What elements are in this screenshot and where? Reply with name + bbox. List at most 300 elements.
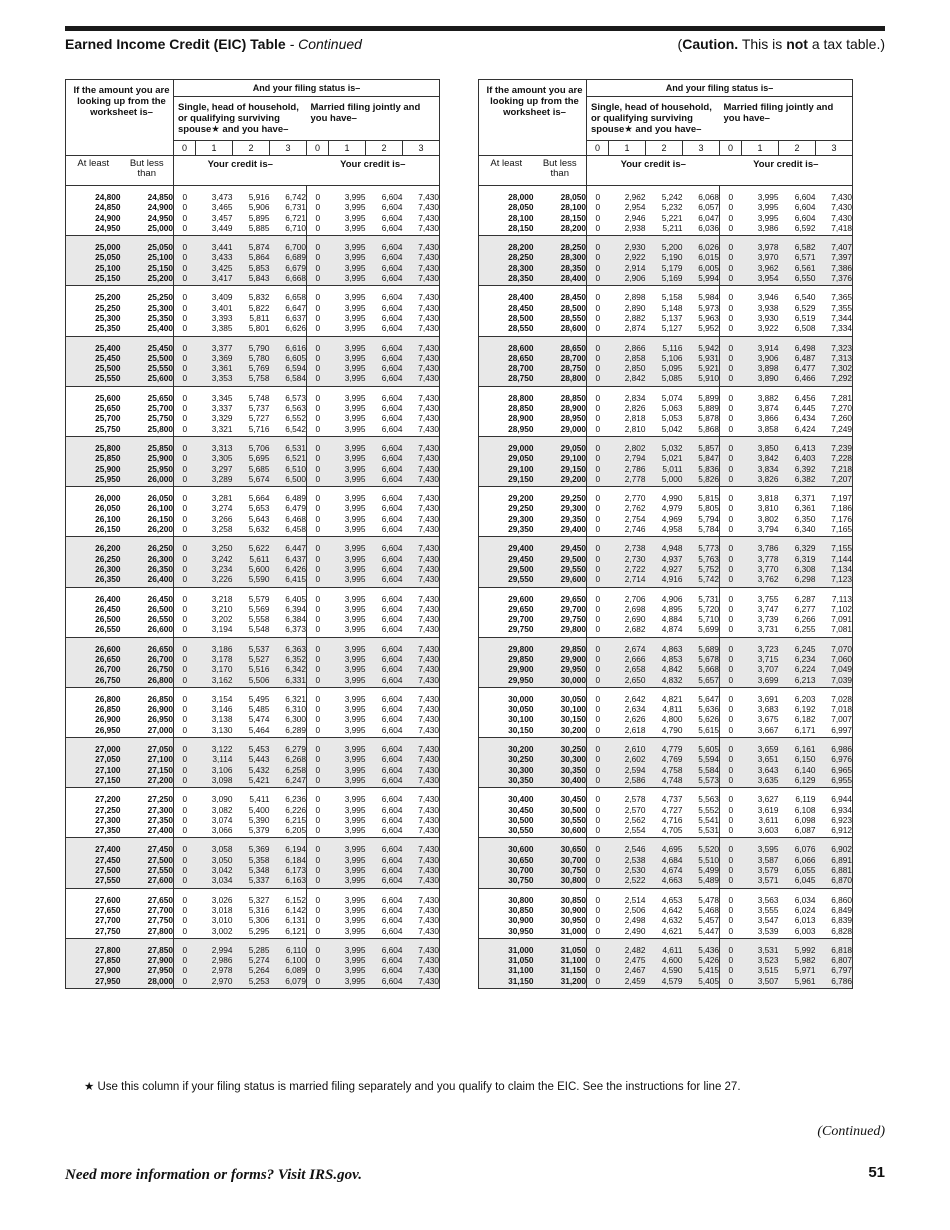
credit-cell: 3,995 (329, 273, 366, 286)
at-least-cell: 30,850 (508, 904, 534, 915)
credit-cell: 0 (307, 353, 329, 363)
table-row (479, 503, 853, 513)
credit-cell: 6,350 (794, 513, 816, 524)
credit-cell: 0 (174, 564, 196, 574)
credit-cell: 6,604 (366, 236, 403, 253)
credit-cell: 6,163 (270, 875, 307, 888)
but-less-than-cell: 26,200 (121, 524, 174, 537)
credit-cell: 5,805 (683, 503, 720, 513)
table-row (479, 825, 853, 838)
at-least-cell: 30,150 (479, 725, 534, 738)
at-least-cell: 28,000 (508, 192, 534, 202)
but-less-than-cell: 29,300 (534, 503, 587, 513)
credit-cell: 5,537 (233, 637, 270, 654)
credit-cell: 6,540 (794, 292, 816, 303)
credit-cell: 3,995 (329, 838, 366, 855)
credit-cell: 3,995 (344, 614, 366, 625)
credit-cell: 5,984 (683, 286, 720, 303)
but-less-than-cell: 28,750 (534, 363, 587, 373)
credit-cell: 0 (307, 424, 329, 437)
credit-cell: 6,582 (779, 236, 816, 253)
credit-cell: 5,579 (248, 593, 270, 604)
credit-cell: 3,258 (196, 524, 233, 537)
at-least-cell: 25,300 (95, 312, 121, 323)
married-status-header: Married filing jointly and you have– (310, 102, 421, 124)
table-row (66, 687, 440, 704)
table-row (479, 888, 853, 905)
credit-cell: 2,482 (609, 938, 646, 955)
credit-cell: 6,700 (270, 236, 307, 253)
credit-cell: 0 (174, 554, 196, 564)
credit-cell: 0 (307, 273, 329, 286)
credit-cell: 5,992 (779, 938, 816, 955)
credit-cell: 5,421 (233, 775, 270, 788)
credit-cell: 3,995 (329, 775, 366, 788)
credit-cell: 7,186 (831, 503, 852, 514)
credit-cell: 0 (587, 675, 609, 688)
credit-cell: 0 (728, 312, 734, 323)
credit-cell: 0 (587, 938, 609, 955)
credit-cell: 3,995 (329, 353, 366, 363)
but-less-than-cell: 29,600 (534, 574, 587, 587)
credit-cell: 5,221 (661, 212, 683, 223)
credit-cell: 3,393 (211, 312, 233, 323)
credit-cell: 6,604 (366, 965, 403, 975)
credit-cell: 0 (182, 693, 188, 704)
table-row (479, 738, 853, 755)
credit-cell: 4,600 (646, 955, 683, 965)
at-least-cell: 24,900 (95, 212, 121, 223)
credit-cell: 5,432 (233, 765, 270, 775)
at-least-cell: 26,900 (95, 714, 121, 725)
credit-cell: 0 (587, 875, 609, 888)
credit-cell: 3,010 (211, 915, 233, 926)
credit-cell: 5,032 (646, 436, 683, 453)
credit-cell: 0 (720, 424, 742, 437)
credit-cell: 2,794 (609, 453, 646, 463)
credit-cell: 5,885 (233, 223, 270, 236)
but-less-than-cell: 25,650 (121, 386, 174, 403)
at-least-cell: 25,200 (95, 292, 121, 303)
at-least-cell: 27,550 (66, 875, 121, 888)
but-less-than-cell: 26,750 (121, 664, 174, 674)
credit-cell: 3,274 (211, 503, 233, 514)
at-least-cell: 27,400 (66, 838, 121, 855)
credit-cell: 0 (720, 955, 742, 965)
credit-cell: 5,961 (779, 976, 816, 989)
your-credit-married: Your credit is– (307, 156, 440, 186)
credit-cell: 7,430 (403, 574, 440, 587)
credit-cell: 7,430 (403, 725, 440, 738)
credit-cell: 5,847 (683, 453, 720, 463)
credit-cell: 3,289 (196, 474, 233, 487)
credit-cell: 0 (174, 654, 196, 664)
credit-cell: 3,995 (329, 675, 366, 688)
credit-cell: 3,995 (329, 938, 366, 955)
but-less-than-cell: 31,000 (534, 926, 587, 939)
credit-cell: 2,562 (624, 814, 646, 825)
credit-cell: 5,405 (683, 976, 720, 989)
but-less-than-cell: 25,800 (121, 424, 174, 437)
but-less-than-cell: 30,850 (534, 888, 587, 905)
credit-cell: 3,595 (742, 838, 779, 855)
children-count-0: 0 (174, 141, 196, 156)
at-least-cell: 24,950 (66, 223, 121, 236)
row-group (66, 888, 440, 938)
row-group (479, 186, 853, 236)
credit-cell: 7,123 (816, 574, 853, 587)
credit-cell: 6,604 (366, 252, 403, 262)
credit-cell: 2,834 (624, 392, 646, 403)
credit-cell: 6,255 (779, 624, 816, 637)
table-row (66, 825, 440, 838)
credit-cell: 7,430 (418, 904, 439, 915)
credit-cell: 6,912 (816, 825, 853, 838)
credit-cell: 0 (174, 875, 196, 888)
credit-cell: 6,342 (270, 664, 307, 674)
credit-cell: 7,430 (831, 202, 852, 213)
credit-cell: 7,430 (418, 302, 439, 313)
at-least-cell: 26,150 (66, 524, 121, 537)
credit-cell: 0 (587, 725, 609, 738)
at-least-cell: 30,500 (508, 814, 534, 825)
at-least-cell: 29,000 (479, 436, 534, 453)
credit-cell: 7,102 (831, 603, 852, 614)
credit-cell: 6,289 (270, 725, 307, 738)
row-group (66, 336, 440, 386)
credit-cell: 0 (307, 323, 329, 336)
credit-cell: 6,003 (779, 926, 816, 939)
but-less-than-cell: 28,950 (534, 413, 587, 423)
credit-cell: 3,874 (757, 403, 779, 414)
credit-cell: 6,447 (270, 537, 307, 554)
credit-cell: 3,995 (344, 804, 366, 815)
credit-cell: 3,995 (329, 323, 366, 336)
table-row (66, 614, 440, 624)
credit-cell: 5,868 (683, 424, 720, 437)
row-group (479, 487, 853, 537)
credit-cell: 0 (587, 965, 609, 975)
credit-cell: 3,995 (344, 894, 366, 905)
credit-cell: 0 (315, 904, 321, 915)
at-least-header: At least (66, 156, 121, 186)
credit-cell: 6,215 (270, 815, 307, 825)
credit-cell: 0 (182, 894, 188, 905)
at-least-cell: 25,700 (95, 413, 121, 424)
table-row (66, 888, 440, 905)
credit-cell: 5,590 (233, 574, 270, 587)
credit-cell: 0 (182, 503, 188, 514)
credit-cell: 3,995 (329, 363, 366, 373)
credit-cell: 6,955 (816, 775, 853, 788)
at-least-cell: 28,300 (479, 263, 534, 273)
credit-cell: 0 (720, 554, 742, 564)
credit-cell: 3,995 (329, 875, 366, 888)
credit-cell: 6,626 (270, 323, 307, 336)
credit-cell: 5,906 (248, 202, 270, 213)
credit-cell: 6,192 (794, 704, 816, 715)
credit-cell: 3,409 (211, 292, 233, 303)
credit-cell: 6,437 (270, 554, 307, 564)
table-row (479, 286, 853, 303)
credit-cell: 0 (174, 323, 196, 336)
credit-cell: 2,554 (609, 825, 646, 838)
credit-cell: 6,604 (366, 738, 403, 755)
credit-cell: 0 (182, 513, 188, 524)
credit-cell: 6,604 (366, 537, 403, 554)
credit-cell: 6,258 (270, 765, 307, 775)
credit-cell: 2,546 (609, 838, 646, 855)
row-group (479, 386, 853, 436)
credit-cell: 5,815 (683, 487, 720, 504)
credit-cell: 6,604 (381, 302, 403, 313)
at-least-cell: 26,700 (66, 664, 121, 674)
credit-cell: 0 (307, 675, 329, 688)
credit-cell: 7,430 (418, 603, 439, 614)
credit-cell: 4,842 (646, 664, 683, 674)
credit-cell: 7,407 (816, 236, 853, 253)
but-less-than-cell: 29,100 (534, 453, 587, 463)
credit-cell: 3,995 (329, 263, 366, 273)
credit-cell: 6,036 (683, 223, 720, 236)
credit-cell: 2,754 (624, 513, 646, 524)
credit-cell: 3,074 (211, 814, 233, 825)
at-least-cell: 27,750 (66, 926, 121, 939)
but-less-than-cell: 25,550 (121, 363, 174, 373)
table-row (66, 487, 440, 504)
credit-cell: 6,110 (270, 938, 307, 955)
credit-cell: 2,914 (609, 263, 646, 273)
credit-cell: 0 (182, 413, 188, 424)
credit-cell: 7,430 (403, 436, 440, 453)
credit-cell: 2,770 (624, 493, 646, 504)
at-least-cell: 30,300 (479, 765, 534, 775)
credit-cell: 5,811 (249, 312, 270, 323)
credit-cell: 3,507 (742, 976, 779, 989)
but-less-than-cell: 25,000 (121, 223, 174, 236)
credit-cell: 0 (595, 202, 601, 213)
table-row (479, 252, 853, 262)
credit-cell: 2,786 (609, 464, 646, 474)
credit-cell: 0 (587, 273, 609, 286)
credit-cell: 3,995 (329, 637, 366, 654)
credit-cell: 0 (720, 976, 742, 989)
but-less-than-cell: 27,550 (121, 865, 174, 875)
credit-cell: 6,881 (816, 865, 853, 875)
credit-cell: 0 (315, 392, 321, 403)
credit-cell: 6,552 (270, 413, 307, 423)
credit-cell: 0 (315, 714, 321, 725)
credit-cell: 0 (315, 794, 321, 805)
credit-cell: 0 (587, 865, 609, 875)
credit-cell: 5,499 (683, 865, 720, 875)
credit-cell: 0 (587, 855, 609, 865)
credit-cell: 2,626 (624, 714, 646, 725)
credit-cell: 7,430 (831, 212, 852, 223)
credit-cell: 5,148 (661, 302, 683, 313)
table-row (66, 554, 440, 564)
table-row (66, 938, 440, 955)
at-least-cell: 27,700 (95, 915, 121, 926)
credit-cell: 3,523 (742, 955, 779, 965)
credit-cell: 3,313 (196, 436, 233, 453)
credit-cell: 4,779 (646, 738, 683, 755)
credit-cell: 5,531 (683, 825, 720, 838)
credit-cell: 5,716 (233, 424, 270, 437)
credit-cell: 6,403 (779, 453, 816, 463)
credit-cell: 7,302 (816, 363, 853, 373)
credit-cell: 0 (307, 938, 329, 955)
at-least-cell: 27,600 (95, 894, 121, 905)
credit-cell: 4,674 (646, 865, 683, 875)
credit-cell: 0 (307, 825, 329, 838)
credit-cell: 6,604 (381, 202, 403, 213)
credit-cell: 3,611 (758, 814, 779, 825)
table-row (66, 815, 440, 825)
credit-cell: 0 (587, 263, 609, 273)
credit-cell: 6,604 (381, 493, 403, 504)
table-row (479, 754, 853, 764)
at-least-cell: 27,250 (95, 804, 121, 815)
but-less-than-cell: 30,500 (534, 805, 587, 815)
credit-cell: 5,647 (683, 687, 720, 704)
but-less-than-cell: 28,050 (534, 186, 587, 203)
credit-cell: 5,801 (233, 323, 270, 336)
credit-cell: 0 (595, 804, 601, 815)
credit-cell: 5,415 (683, 965, 720, 975)
credit-cell: 4,621 (646, 926, 683, 939)
credit-cell: 5,053 (661, 413, 683, 424)
at-least-cell: 28,450 (508, 302, 534, 313)
credit-cell: 0 (587, 564, 609, 574)
credit-cell: 3,882 (757, 392, 779, 403)
credit-cell: 5,727 (248, 413, 270, 424)
row-group (66, 738, 440, 788)
credit-cell: 0 (595, 302, 601, 313)
credit-cell: 2,970 (196, 976, 233, 989)
credit-cell: 6,828 (816, 926, 853, 939)
credit-cell: 3,234 (196, 564, 233, 574)
credit-cell: 0 (587, 474, 609, 487)
credit-cell: 6,384 (270, 614, 307, 624)
credit-cell: 6,068 (683, 186, 720, 203)
but-less-than-cell: 29,350 (534, 514, 587, 524)
credit-cell: 3,786 (742, 537, 779, 554)
credit-cell: 6,321 (270, 687, 307, 704)
credit-cell: 0 (307, 252, 329, 262)
credit-cell: 0 (174, 765, 196, 775)
credit-cell: 6,604 (366, 363, 403, 373)
table-row (479, 313, 853, 323)
credit-cell: 7,430 (403, 875, 440, 888)
table-row (66, 654, 440, 664)
but-less-than-cell: 26,400 (121, 574, 174, 587)
table-row (66, 403, 440, 413)
credit-cell: 6,797 (816, 965, 853, 975)
credit-cell: 6,277 (794, 603, 816, 614)
credit-cell: 4,916 (646, 574, 683, 587)
table-row (66, 514, 440, 524)
table-row (479, 202, 853, 212)
credit-cell: 0 (182, 915, 188, 926)
credit-cell: 7,397 (816, 252, 853, 262)
credit-cell: 0 (174, 464, 196, 474)
credit-cell: 7,430 (418, 804, 439, 815)
at-least-cell: 27,800 (66, 938, 121, 955)
credit-cell: 5,379 (233, 825, 270, 838)
but-less-than-cell: 29,050 (534, 436, 587, 453)
credit-cell: 3,995 (344, 814, 366, 825)
credit-cell: 3,042 (196, 865, 233, 875)
credit-cell: 5,769 (233, 363, 270, 373)
table-row (66, 353, 440, 363)
credit-cell: 0 (720, 464, 742, 474)
but-less-than-cell: 30,100 (534, 704, 587, 714)
row-group (479, 436, 853, 486)
credit-cell: 6,689 (270, 252, 307, 262)
at-least-cell: 25,850 (66, 453, 121, 463)
credit-cell: 7,228 (816, 453, 853, 463)
credit-cell: 0 (728, 413, 734, 424)
but-less-than-cell: 27,650 (121, 888, 174, 905)
credit-cell: 4,832 (646, 675, 683, 688)
credit-cell: 6,604 (366, 336, 403, 353)
credit-cell: 6,604 (381, 212, 403, 223)
but-less-than-cell: 28,350 (534, 263, 587, 273)
table-row (479, 336, 853, 353)
credit-cell: 3,691 (757, 693, 779, 704)
credit-cell: 0 (307, 524, 329, 537)
credit-cell: 0 (307, 436, 329, 453)
credit-cell: 7,430 (418, 202, 439, 213)
credit-cell: 7,028 (831, 693, 852, 704)
table-row (479, 926, 853, 939)
credit-cell: 6,604 (366, 775, 403, 788)
credit-cell: 0 (728, 904, 734, 915)
table-row (479, 436, 853, 453)
children-count-0: 0 (720, 141, 742, 156)
credit-cell: 6,424 (779, 424, 816, 437)
credit-cell: 2,890 (624, 302, 646, 313)
table-row (66, 675, 440, 688)
credit-cell: 0 (587, 637, 609, 654)
credit-cell: 5,506 (233, 675, 270, 688)
credit-cell: 6,786 (816, 976, 853, 989)
credit-cell: 7,430 (418, 392, 439, 403)
credit-cell: 5,895 (248, 212, 270, 223)
credit-cell: 6,604 (366, 654, 403, 664)
credit-cell: 4,579 (646, 976, 683, 989)
credit-cell: 0 (307, 855, 329, 865)
credit-cell: 0 (182, 403, 188, 414)
credit-cell: 5,706 (233, 436, 270, 453)
credit-cell: 6,818 (816, 938, 853, 955)
credit-cell: 0 (595, 814, 601, 825)
credit-cell: 6,392 (779, 464, 816, 474)
row-group (66, 537, 440, 587)
at-least-cell: 26,450 (95, 603, 121, 614)
credit-cell: 3,337 (211, 403, 233, 414)
row-group (479, 537, 853, 587)
credit-cell: 0 (595, 513, 601, 524)
table-row (479, 424, 853, 437)
credit-cell: 3,066 (196, 825, 233, 838)
at-least-cell: 30,600 (479, 838, 534, 855)
credit-cell: 3,627 (757, 794, 779, 805)
credit-cell: 4,727 (661, 804, 683, 815)
table-row (66, 725, 440, 738)
credit-cell: 6,024 (794, 904, 816, 915)
